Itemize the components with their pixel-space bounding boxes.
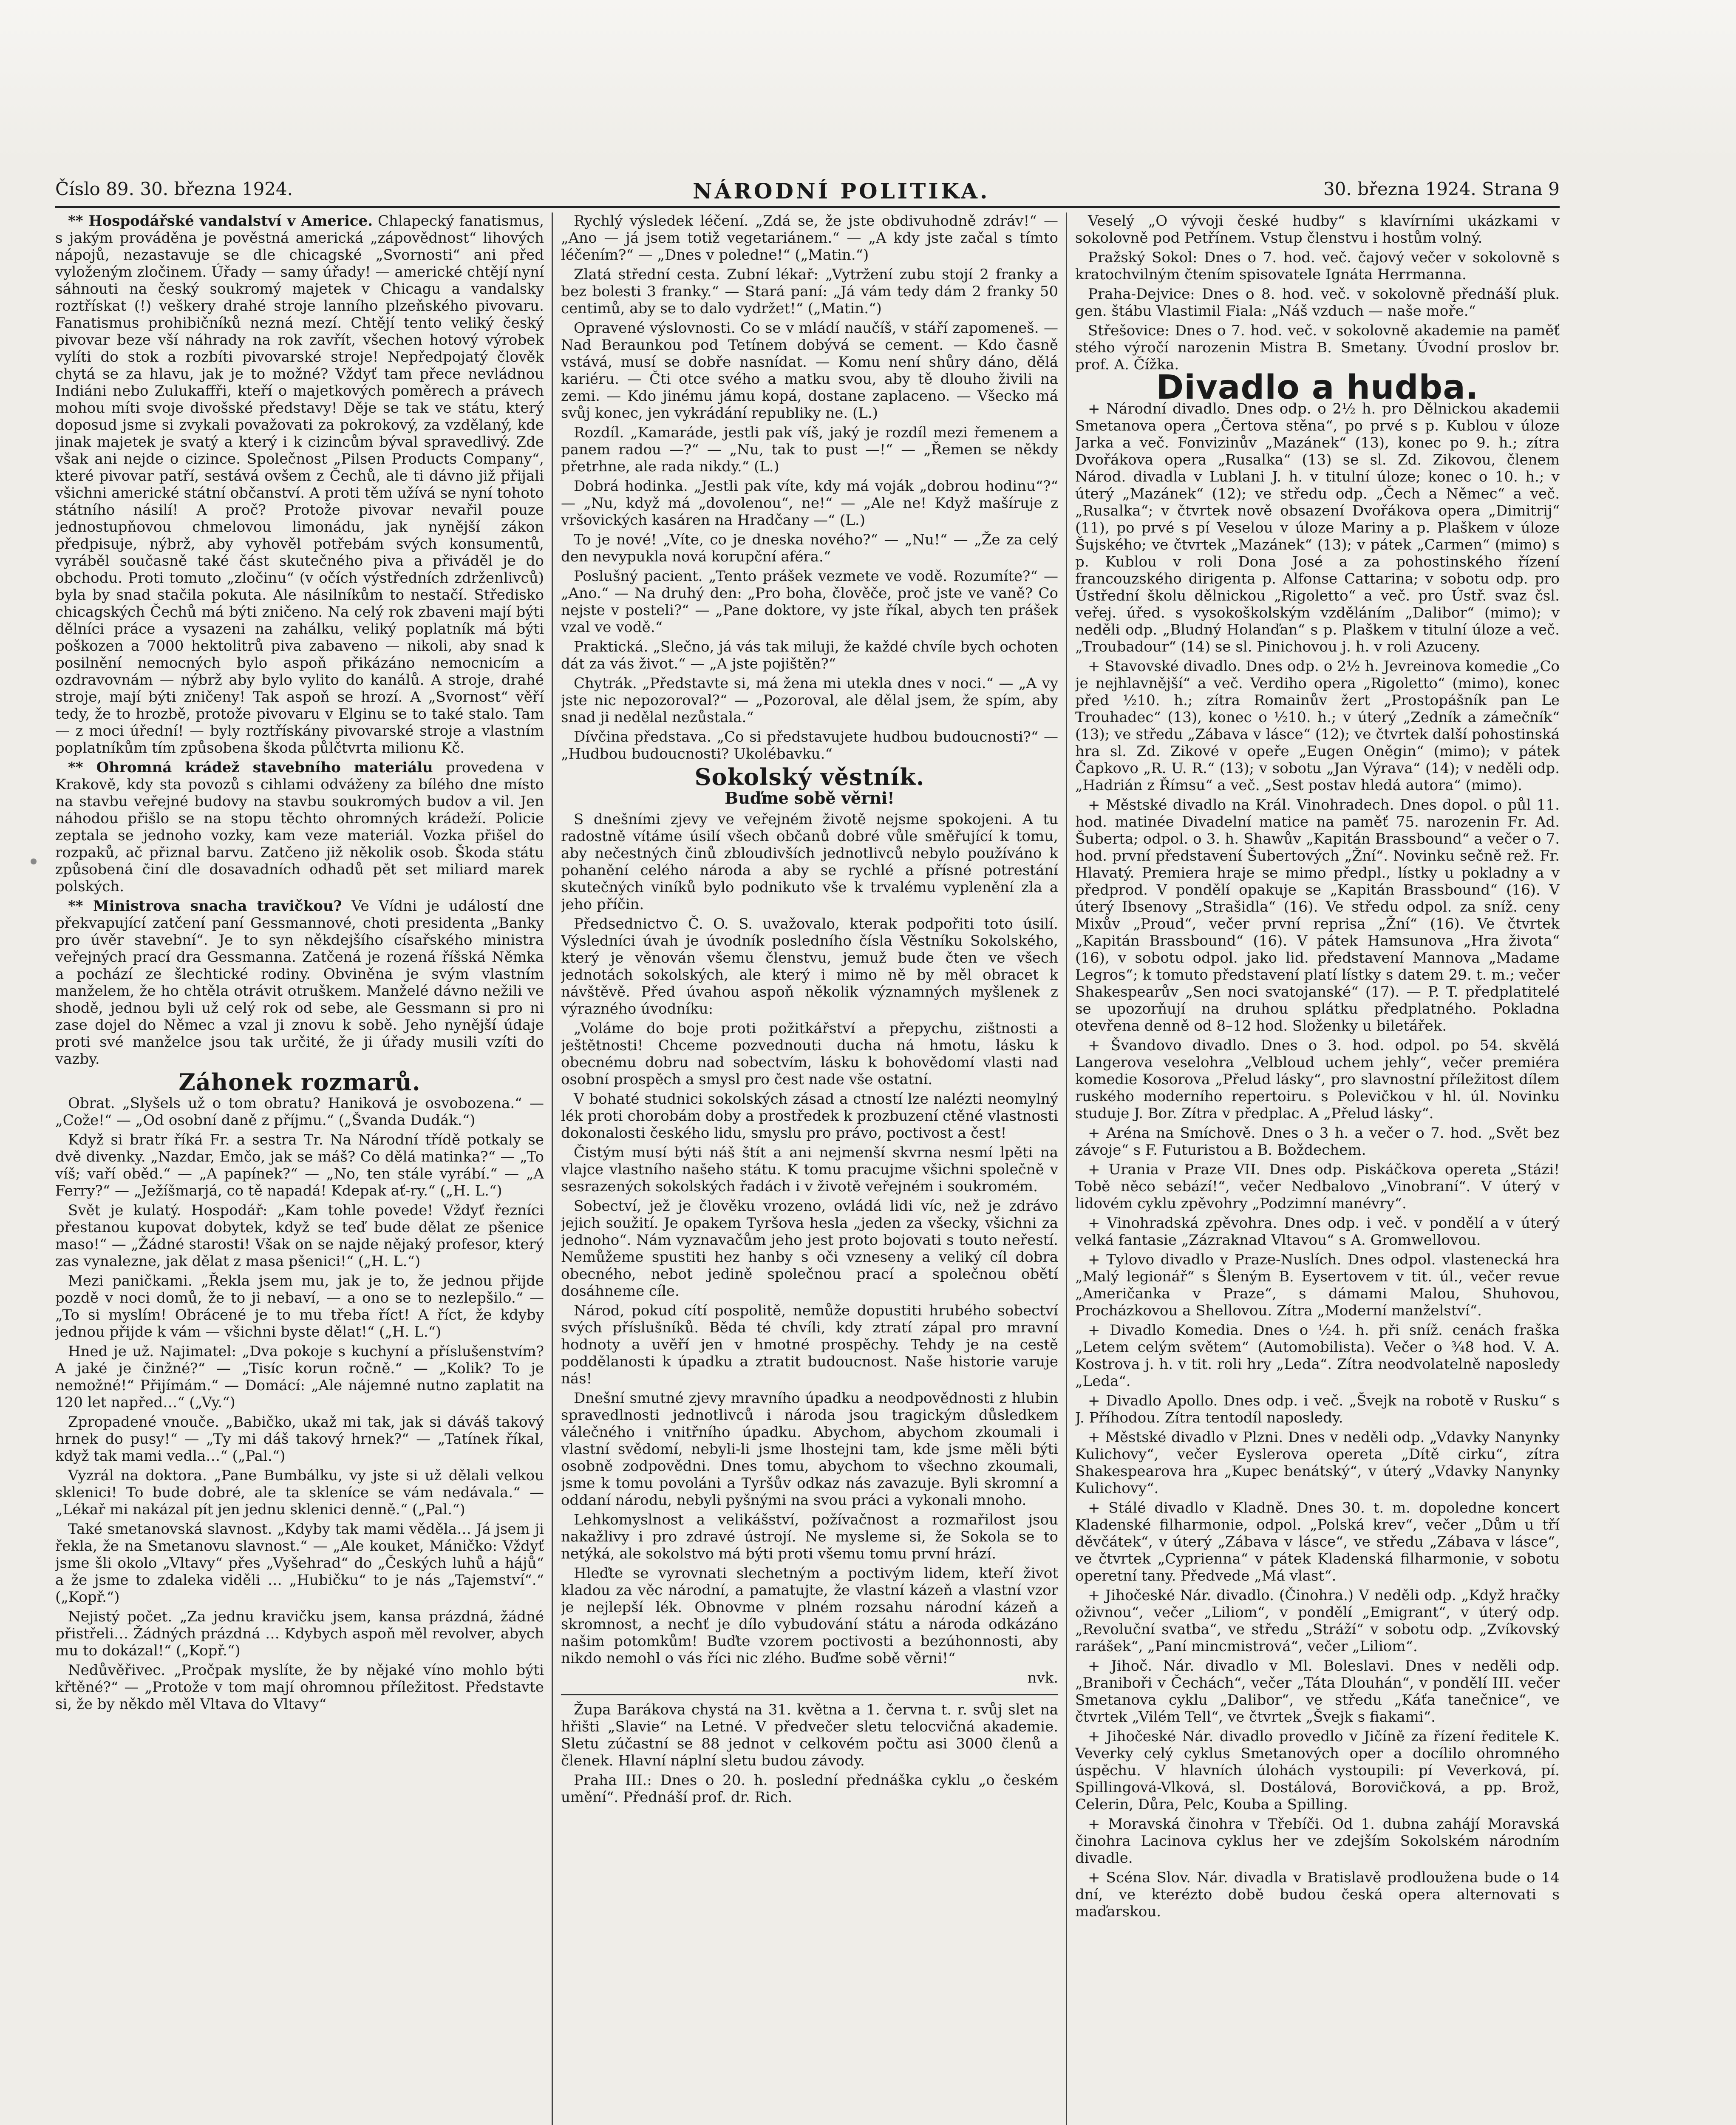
joke-item: Zlatá střední cesta. Zubní lékař: „Vytržení zubu stojí 2 franky a bez bolesti 3 franky.“ — Stará paní: „Já vám tedy dám 2 franky 50 centimů, aby se to dalo vydržet!“ („Matin.“) [561, 266, 1058, 317]
article-headline: ** Ministrova snacha travičkou? [68, 898, 342, 915]
paragraph: Dnešní smutné zjevy mravního úpadku a neodpovědnosti z hlubin spravedlnosti jednotlivců i národa jsou tragickým důsledkem válečného i vnitřního úpadku. Abychom, abychom zkoumali i vlastní svědomí, nebyli-li jsme lhostejni tam, kde jsme měli býti osobně zodpovědni. Dnes tomu, abychom to všechno zkoumali, jsme k tomu povoláni a Tyršův odkaz nás zavazuje. Byli skromní a oddaní národu, nebyli pyšnými na svou práci a vykonali mnoho. [561, 1390, 1058, 1509]
divider [561, 1694, 1058, 1695]
paragraph: Lehkomyslnost a velikášství, požívačnost a rozmařilost jsou nakažlivy i pro zdravé ústrojí. Ne mysleme si, že Sokola se to netýká, ale sokolstvo má býti proti všemu tomu první hrází. [561, 1511, 1058, 1562]
theatre-listing: + Scéna Slov. Nár. divadla v Bratislavě prodloužena bude o 14 dní, ve kterézto době budou česká opera alternovati s maďarskou. [1075, 1869, 1560, 1920]
joke-item: Opravené výslovnosti. Co se v mládí naučíš, v stáří zapomeneš. — Nad Beraunkou pod Tetínem dobývá se cement. — Kdo časně vstává, musí se dobře nasnídat. — Komu není shůry dáno, dělá kariéru. — Čti otce svého a matku svou, aby tě dlouho živili na zemi. — Kdo jinému jámu kopá, dostane zaplaceno. — Všecko má svůj konec, jen vykrádání republiky ne. (L.) [561, 320, 1058, 422]
joke-item: Hned je už. Najimatel: „Dva pokoje s kuchyní a příslušenstvím? A jaké je činžné?“ — „Tisíc korun ročně.“ — „Kolik? To je nemožné!“ Přijímám.“ — Domácí: „Ale nájemné nutno zaplatit na 120 let napřed…“ („Vy.“) [55, 1343, 544, 1411]
notice: Veselý „O vývoji české hudby“ s klavírními ukázkami v sokolovně pod Petřínem. Vstup členstvu i hostům volný. [1075, 212, 1560, 246]
article-body: Ve Vídni je událostí dne překvapující zatčení paní Gessmannové, choti presidenta „Banky pro úvěr stavební“. Je to syn někdejšího císařského ministra veřejných prací dra Gessmanna. Zatčená je rozená říšská Němka a pochází ze šlechtické rodiny. Obviněna je svým vlastním manželem, že ho chtěla otrávit otruškem. Manželé dávno nežili ve shodě, jednou byli už celý rok od sebe, ale Gessmann si pro ni zase dojel do Němec a vzal ji znovu k sobě. Jeho nynější údaje proti své manželce jsou tak určité, že ji úřady musili vzíti do vazby. [55, 898, 544, 1068]
theatre-listing: + Vinohradská zpěvohra. Dnes odp. i več. v pondělí a v úterý velká fantasie „Zázraknad Vltavou“ s A. Gromwellovou. [1075, 1215, 1560, 1249]
theatre-listing: + Městské divadlo na Král. Vinohradech. Dnes dopol. o půl 11. hod. matinée Divadelní matice na paměť 75. narozenin Fr. Ad. Šuberta; odpol. o 3. h. Shawův „Kapitán Brassbound“ a večer o 7. hod. první představení Šubertových „Žní“. Novinku sečně rež. Fr. Hlavatý. Premiera hraje se mimo předpl., lístky u pokladny a v předprod. V pondělí opakuje se „Kapitán Brassbound“ (16). V úterý Ibsenovy „Strašidla“ (16). Ve středu odpol. za sníž. ceny Mixův „Proud“, večer první reprisa „Žní“ (16). Ve čtvrtek „Kapitán Brassbound“ (16). V pátek Hamsunova „Hra života“ (16), v sobotu odpol. jako lid. představení Mannova „Madame Legros“; k tomuto představení platí lístky s datem 29. t. m.; večer Shakespearův „Sen noci svatojanské“ (17). — P. T. předplatitelé se upozorňují na druhou splátku předplatného. Pokladna otevřena denně od 8–12 hod. Složenky u biletářek. [1075, 796, 1560, 1034]
joke-item: Chytrák. „Představte si, má žena mi utekla dnes v noci.“ — „A vy jste nic nepozoroval?“ — „Pozoroval, ale dělal jsem, že spím, aby snad ji nedělal nezůstala.“ [561, 675, 1058, 726]
joke-item: Nedůvěřivec. „Pročpak myslíte, že by nějaké víno mohlo býti křtěné?“ — „Protože v tom mají ohromnou příležitost. Představte si, že by někdo měl Vltava do Vltavy“ [55, 1662, 544, 1713]
theatre-listing: + Švandovo divadlo. Dnes o 3. hod. odpol. po 54. skvělá Langerova veselohra „Velbloud uchem jehly“, večer premiéra komedie Kosorova „Přelud lásky“, pro slavnostní příležitost dílem ruského moderního repertoiru. s Polevičkou v hl. úl. Novinku studuje J. Bor. Zítra v předplac. A „Přelud lásky“. [1075, 1037, 1560, 1122]
paragraph: Předsednictvo Č. O. S. uvažovalo, kterak podpořiti toto úsilí. Výsledníci úvah je úvodník posledního čísla Věstníku Sokolského, který je věnován všemu členstvu, jemuž bude čten ve všech jednotách sokolských, ale který i mimo ně by měl obracet k návštěvě. Před úvahou aspoň několik významných myšlenek z výrazného úvodníku: [561, 915, 1058, 1017]
joke-item: Rozdíl. „Kamaráde, jestli pak víš, jaký je rozdíl mezi řemenem a panem radou —?“ — „Nu, tak to pust —!“ — „Řemen se někdy přetrhne, ale rada nikdy.“ (L.) [561, 424, 1058, 475]
page-header [55, 178, 1560, 204]
paragraph: Hleďte se vyrovnati slechetným a poctivým lidem, kteří život kladou za věc národní, a pamatujte, že vlastní kázeň a vlastní vzor je nejlepší lék. Obnovme v plném rozsahu národní kázeň a skromnost, a nechť je dílo vybudování státu a národa odkázáno našim potomkům! Buďte vzorem poctivosti a bezúhonnosti, aby nikdo nemohl o vás říci nic zlého. Buďme sobě věrni!“ [561, 1565, 1058, 1667]
joke-item: Vyzrál na doktora. „Pane Bumbálku, vy jste si už dělali velkou sklenici! To bude dobré, ale ta skleníce se vám nedávala.“ — „Lékař mi nakázal pít jen jednu sklenici denně.“ („Pal.“) [55, 1467, 544, 1518]
section-title: Záhonek rozmarů. [178, 1068, 421, 1096]
paragraph: S dnešními zjevy ve veřejném životě nejsme spokojeni. A tu radostně vítáme úsilí všech občanů dobré vůle směřující k tomu, aby nečestných činů zbloudivších jednotlivců nebylo používáno k pohanění celého národa a aby se rychlé a přísné potrestání skutečných viníků bylo podnikuto vše k trvalému vyplenění zla a jeho příčin. [561, 811, 1058, 913]
joke-item: Když si bratr říká Fr. a sestra Tr. Na Národní třídě potkaly se dvě divenky. „Nazdar, Emčo, jak se máš? Co dělá matinka?“ — „To víš; vaří oběd.“ — „A papínek?“ — „No, ten stále vyrábí.“ — „A Ferry?“ — „Ježíšmarjá, co tě napadá! Kdepak ať-ry.“ („H. L.“) [55, 1131, 544, 1199]
theatre-listing: + Divadlo Apollo. Dnes odp. i več. „Švejk na robotě v Rusku“ s J. Příhodou. Zítra tentodíl naposledy. [1075, 1392, 1560, 1426]
joke-item: Dobrá hodinka. „Jestli pak víte, kdy má voják „dobrou hodinu“?“ — „Nu, když má „dovolenou“, ne!“ — „Ale ne! Když mašíruje z vršovických kasáren na Hradčany —“ (L.) [561, 478, 1058, 529]
article [55, 898, 544, 1068]
column-separator [1066, 212, 1067, 2125]
theatre-listing: + Jihoč. Nár. divadlo v Ml. Boleslavi. Dnes v neděli odp. „Braniboři v Čechách“, večer „Táta Dlouhán“, v pondělí III. večer Smetanova cyklu „Dalibor“, ve středu „Káťa tanečnice“, ve čtvrtek „Vilém Tell“, ve čtvrtek „Švejk s fiakami“. [1075, 1658, 1560, 1726]
article-headline: ** Hospodářské vandalství v Americe. [68, 212, 373, 230]
column-separator [552, 212, 553, 2125]
joke-item: Mezi paničkami. „Řekla jsem mu, jak je to, že jednou přijde pozdě v noci domů, že to ji nebaví, — a ono se to nezlepšilo.“ — „To si myslím! Obrácené je to mu třeba říct! A říct, že kdyby jednou přijde k vám — všichni byste dělat!“ („H. L.“) [55, 1272, 544, 1340]
joke-item: Nejistý počet. „Za jednu kravičku jsem, kansa prázdná, žádné přistřeli… Žádných prázdná … Kdybych aspoň měl revolver, abych mu to dokázal!“ („Kopř.“) [55, 1608, 544, 1659]
paragraph: „Voláme do boje proti požitkářství a přepychu, zištnosti a ještětnosti! Chceme pozvednouti ducha ná hmotu, lásku k obecnému dobru nad sobectvím, lásku k bohovědomí vlasti nad osobní prospěch a smysl pro čest nade vše ostatní. [561, 1020, 1058, 1088]
theatre-listing: + Stálé divadlo v Kladně. Dnes 30. t. m. dopoledne koncert Kladenské filharmonie, odpol. „Polská krev“, večer „Dům u tří děvčátek“, v úterý „Zábava v lásce“, ve středu „Zábava v lásce“, ve čtvrtek „Cyprienna“ v pátek Kladenská filharmonie, v sobotu operetní tany. Předvede „Má vlast“. [1075, 1499, 1560, 1584]
paragraph: Sobectví, jež je člověku vrozeno, ovládá lidi víc, než je zdrávo jejich soužití. Je opakem Tyršova hesla „jeden za všecky, všichni za jednoho“. Nám vyznavačům jeho jest proto bojovati s touto neřestí. Nemůžeme spustiti hez hanby s oči vzneseny a veliký cíl dobra obecného, nebot jedině společnou prací a společnou obětí dosáhneme cíle. [561, 1198, 1058, 1300]
notice: Pražský Sokol: Dnes o 7. hod. več. čajový večer v sokolovně s kratochvilným čtením spisovatele Ignáta Herrmanna. [1075, 249, 1560, 283]
joke-item: Praktická. „Slečno, já vás tak miluji, že každé chvíle bych ochoten dát za vás život.“ — „A jste pojištěn?“ [561, 638, 1058, 672]
joke-item: Také smetanovská slavnost. „Kdyby tak mami věděla… Já jsem ji řekla, že na Smetanovu slavnost.“ — „Ale kouket, Máničko: Vždyť jsme šli okolo „Vltavy“ přes „Vyšehrad“ do „Českých luhů a hájů“ a že jsme to zdaleka viděli … „Hubičku“ to je nás „Tajemství“.“ („Kopř.“) [55, 1521, 544, 1606]
theatre-listing: + Jihočeské Nár. divadlo. (Činohra.) V neděli odp. „Když hračky oživnou“, večer „Liliom“, v pondělí „Emigrant“, v úterý odp. „Revoluční svatba“, ve středu „Stráží“ v sobotu odp. „Zvíkovský rarášek“, „Paní mincmistrová“, večer „Liliom“. [1075, 1587, 1560, 1655]
notice: Praha-Dejvice: Dnes o 8. hod. več. v sokolovně přednáší pluk. gen. štábu Vlastimil Fiala: „Náš vzduch — naše moře.“ [1075, 286, 1560, 320]
masthead-title: NÁRODNÍ POLITIKA. [693, 178, 990, 204]
joke-item: Poslušný pacient. „Tento prášek vezmete ve vodě. Rozumíte?“ — „Ano.“ — Na druhý den: „Pro boha, člověče, proč jste ve vaně? Co nejste v posteli?“ — „Pane doktore, vy jste říkal, abych ten prášek vzal ve vodě.“ [561, 568, 1058, 636]
paragraph-signature: nvk. [1027, 1669, 1058, 1686]
notice: Střešovice: Dnes o 7. hod. več. v sokolovně akademie na paměť stého výročí narozenin Mistra B. Smetany. Úvodní proslov br. prof. A. Čížka. [1075, 322, 1560, 373]
article-body: Chlapecký fanatismus, s jakým prováděna je pověstná americká „zápovědnost“ lihových nápojů, nezastavuje se dle chicagské „Svornosti“ ani před vyloženým zločinem. Úřady — samy úřady! — americké chtějí nyní sáhnouti na český soukromý majetek v Chicagu a vandalsky roztřískat (!) veškery drahé stroje lanního plzeňského pivovaru. Fanatismus prohibičníků nezná mezí. Chtějí tento veliký český pivovar beze vší náhrady na rok zavřít, všechen hotový výrobek vylíti do stok a rozbíti pivovarské stroje! Nepředpojatý člověk chytá se za hlavu, jak je to možné? Vždyť tam přece nevládnou Indiáni nebo Zulukaffři, kteří o majetkových poměrech a právech mohou míti svoje divošské představy! Děje se tak ve státu, který doposud jsme si zvykali považovati za pokrokový, za vzdělaný, kde jinak majetek je svatý a který i k cizincům býval spravedlivý. Zde však ani nejde o cizince. Společnost „Pilsen Products Company“, které pivovar patří, sestává ovšem z Čechů, ale ti dávno již přijali všichni americké státní občanství. A proti těm užívá se nyní tohoto státního násilí! A proč? Protože pivovar nevařil pouze jednostupňovou chmelovou limonádu, jak nynější zákon předpisuje, nýbrž, aby vyhověl potřebám svých konsumentů, vyráběl současně také část skutečného piva a přiváděl je do obchodu. Proti tomuto „zločinu“ (v očích výstředních zdrženlivců) byla by snad stačila pokuta. Ale násilníkům to nestačí. Středisko chicagských Čechů má býti zničeno. Na celý rok zbaveni mají býti dělníci práce a vysazeni na zahálku, veliký poplatník má býti poškozen a 7000 hektolitrů piva zabaveno — nikoli, aby snad k posilnění nemocných bylo aspoň přikázáno nemocnicím a ozdravovnám — nýbrž aby bylo vylito do kanálů. A stroje, drahé stroje, mají býti zničeny! Tak aspoň se hrozí. A „Svornost“ věří tedy, že to hrozbě, protože pivovaru v Elginu se to také stalo. Tam — z moci úřední! — byly roztřískány pivovarské stroje a vlastním poplatníkům tím způsobena škoda půlčtvrta milionu Kč. [55, 212, 544, 756]
article-headline: ** Ohromná krádež stavebního materiálu [68, 759, 433, 776]
joke-item: Dívčina představa. „Co si představujete hudbou budoucnosti?“ — „Hudbou budoucnosti? Ukolébavku.“ [561, 728, 1058, 762]
theatre-listing: + Aréna na Smíchově. Dnes o 3 h. a večer o 7. hod. „Svět bez závoje“ s F. Futuristou a B. Boždechem. [1075, 1125, 1560, 1159]
header-rule [55, 206, 1560, 208]
theatre-listing: + Stavovské divadlo. Dnes odp. o 2½ h. Jevreinova komedie „Co je nejhlavnější“ a več. Verdiho opera „Rigoletto“ (mimo), konec před ½10. h.; zítra Romainův žert „Prostopášník pan Le Trouhadec“ (13), konec o ½10. h.; v úterý „Zedník a zámečník“ (13); ve středu „Zábava v lásce“ (12); ve čtvrtek další pohostinská hra sl. Zd. Zikové v opeře „Eugen Oněgin“ (mimo); v pátek Čapkovo „R. U. R.“ (13); v sobotu „Jan Výrava“ (14); v neděli odp. „Hadrián z Římsu“ a več. „Sest postav hledá autora“ (mimo). [1075, 658, 1560, 794]
theatre-listing: + Městské divadlo v Plzni. Dnes v neděli odp. „Vdavky Nanynky Kulichovy“, večer Eyslerova opereta „Dítě cirku“, zítra Shakespearova hra „Kupec benátský“, v úterý „Vdavky Nanynky Kulichovy“. [1075, 1429, 1560, 1497]
theatre-listing: + Národní divadlo. Dnes odp. o 2½ h. pro Dělnickou akademii Smetanova opera „Čertova stěna“, po prvé s p. Kublou v úloze Jarka a več. Fonvizinův „Mazánek“ (13), konec po 9. h.; zítra Dvořákova opera „Rusalka“ (13) se sl. Zd. Zikovou, členem Národ. divadla v Lublani J. h. v titulní úloze; konec o 10. h.; v úterý „Mazánek“ (12); ve středu odp. „Čech a Němec“ a več. „Rusalka“; v čtvrtek nově obsazení Dvořákova opera „Dimitrij“ (11), po prvé s pí Veselou v úloze Mariny a p. Plaškem v úloze Šujského; ve čtvrtek „Mazánek“ (13); v pátek „Carmen“ (mimo) s p. Kublou v roli Dona José a za pohostinského řízení francouzského dirigenta p. Alfonse Cattarina; v sobotu odp. pro Ústřední školu dělnickou „Rigoletto“ a več. pro Ústř. svaz čsl. veřej. úřed. s vysokoškolským vzděláním „Dalibor“ (mimo); v neděli odp. „Bludný Holanďan“ s p. Plaškem v titulní úloze a več. „Troubadour“ (14) se sl. Pinichovou j. h. v roli Azuceny. [1075, 400, 1560, 655]
scan-top-margin [0, 0, 1736, 162]
theatre-listing: + Moravská činohra v Třebíči. Od 1. dubna zahájí Moravská činohra Lacinova cyklus her ve zdejším Sokolském národním divadle. [1075, 1816, 1560, 1867]
theatre-listing: + Tylovo divadlo v Praze-Nuslích. Dnes odpol. vlastenecká hra „Malý legionář“ s Šleným B. Eysertovem v tit. úl., večer revue „Američanka v Praze“, s dámami Malou, Shuhovou, Procházkovou a Shellovou. Zítra „Moderní manželství“. [1075, 1251, 1560, 1319]
issue-number: Číslo 89. 30. března 1924. [55, 178, 293, 199]
binding-hole [31, 858, 37, 864]
article [55, 759, 544, 895]
paragraph: V bohaté studnici sokolských zásad a ctností lze nalézti neomylný lék proti chorobám doby a prostředek k prozbuzení ctěné vlastnosti dokonalosti českého lidu, smyslu pro právo, poctivost a čest! [561, 1091, 1058, 1142]
paragraph: Národ, pokud cítí pospolitě, nemůže dopustiti hrubého sobectví svých příslušníků. Běda té chvíli, kdy ztratí zápal pro mravní hodnoty a uvěří jen v hmotné prospěchy. Tehdy je na cestě poddělanosti k úpadku a ztratit budoucnost. Naše historie varuje nás! [561, 1302, 1058, 1387]
notice: Župa Barákova chystá na 31. května a 1. června t. r. svůj slet na hřišti „Slavie“ na Letné. V předvečer sletu telocvičná akademie. Sletu zúčastní se 88 jednot v celkovém počtu asi 3000 členů a členek. Hlavní náplní sletu budou závody. [561, 1701, 1058, 1769]
page-date-number: 30. března 1924. Strana 9 [1323, 178, 1560, 199]
column-3 [1075, 212, 1560, 2125]
column-2 [561, 212, 1058, 2125]
theatre-listing: + Divadlo Komedia. Dnes o ½4. h. při sníž. cenách fraška „Letem celým světem“ (Automobilista). Večer o ¾8 hod. V. A. Kostrova j. h. v tit. roli hry „Leda“. Zítra neodvolatelně naposledy „Leda“. [1075, 1322, 1560, 1390]
section-subtitle: Buďme sobě věrni! [725, 788, 895, 808]
theatre-listing: + Jihočeské Nár. divadlo provedlo v Jičíně za řízení ředitele K. Veverky celý cyklus Smetanových oper a docílilo ohromného úspěchu. V hlavních úlohách vystoupili: pí Veverková, pí. Spillingová-Vlková, sl. Dostálová, Borovičková, a pp. Brož, Celerin, Důra, Pelc, Kouba a Spilling. [1075, 1728, 1560, 1813]
joke-item: To je nové! „Víte, co je dneska nového?“ — „Nu!“ — „Že za celý den nevypukla nová korupční aféra.“ [561, 531, 1058, 565]
article-body: provedena v Krakově, kdy sta povozů s cihlami odváženy za bílého dne místo na stavbu veřejné budovy na stavbu soukromých budov a vil. Jen náhodou přišlo se na stopu těchto ohromných krádeží. Policie zeptala se jednoho vozky, kam veze materiál. Vozka přišel do rozpaků, ač přiznal barvu. Zatčeno již několik osob. Škoda státu způsobená činí dle dosavadních odhadů pět set miliard marek polských. [55, 759, 544, 895]
article [55, 212, 544, 756]
notice: Praha III.: Dnes o 20. h. poslední přednáška cyklu „o českém umění“. Přednáší prof. dr. Rich. [561, 1772, 1058, 1806]
section-title: Sokolský věstník. [694, 763, 925, 790]
column-1 [55, 212, 544, 2125]
joke-item: Zpropadené vnouče. „Babičko, ukaž mi tak, jak si dáváš takový hrnek do pusy!“ — „Ty mi dáš takový hrnek?“ — „Tatínek říkal, když tak mami vedla…“ („Pal.“) [55, 1414, 544, 1465]
joke-item: Svět je kulatý. Hospodář: „Kam tohle povede! Vždyť řezníci přestanou kupovat dobytek, když se teď bude dělat ze pšenice maso!“ — „Žádné starosti! Však on se najde nějaký profesor, který zas vynalezne, jak dělat z masa pšenici!“ („H. L.“) [55, 1202, 544, 1270]
theatre-listing: + Urania v Praze VII. Dnes odp. Piskáčkova opereta „Stázi! Tobě něco sebází!“, večer Nedbalovo „Vinobraní“. V úterý v lidovém cyklu zpěvohry „Podzimní manévry“. [1075, 1161, 1560, 1212]
joke-item: Rychlý výsledek léčení. „Zdá se, že jste obdivuhodně zdráv!“ — „Ano — já jsem totiž vegetariánem.“ — „A kdy jste začal s tímto léčením?“ — „Dnes v poledne!“ („Matin.“) [561, 212, 1058, 264]
paragraph: Čistým musí býti náš štít a ani nejmenší skvrna nesmí lpěti na vlajce vlastního našeho státu. K tomu pracujme všichni společně v sesrazených sokolských řadách i v životě veřejném i soukromém. [561, 1144, 1058, 1195]
joke-item: Obrat. „Slyšels už o tom obratu? Haniková je osvobozena.“ — „Cože!“ — „Od osobní daně z příjmu.“ („Švanda Dudák.“) [55, 1095, 544, 1129]
section-title: Divadlo a hudba. [1156, 368, 1479, 407]
